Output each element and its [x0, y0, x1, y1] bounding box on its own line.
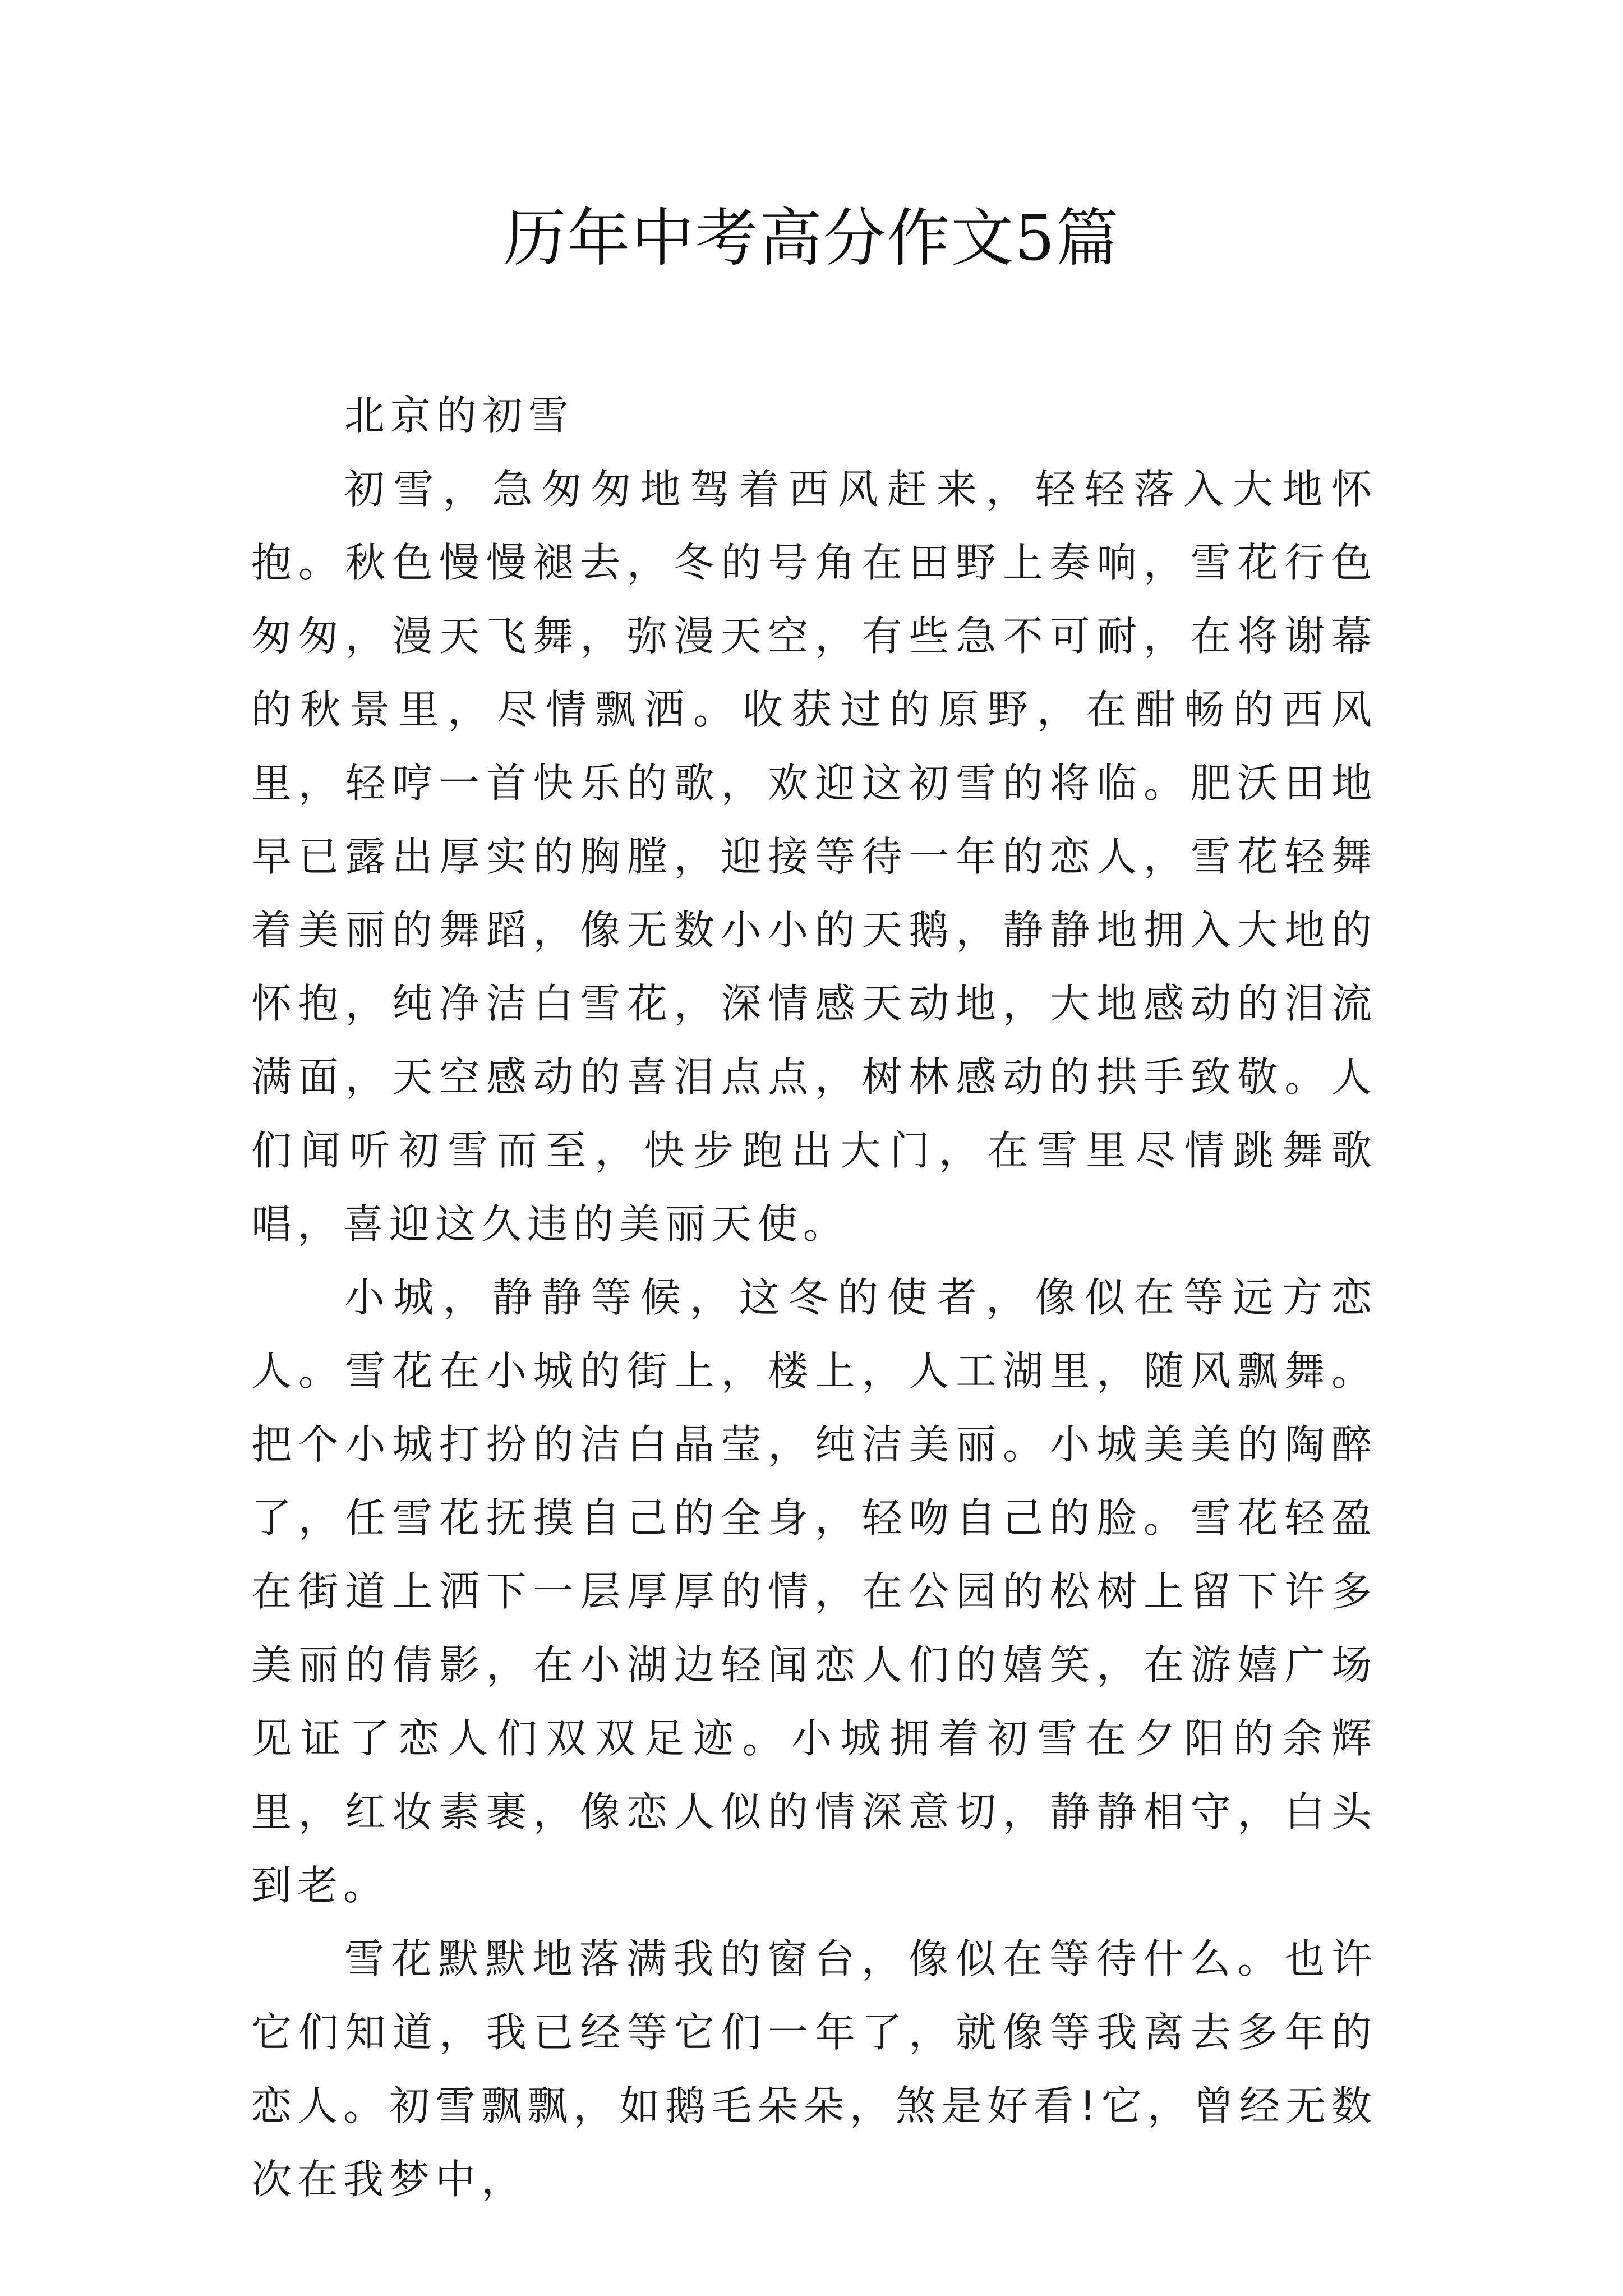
paragraph: 雪花默默地落满我的窗台，像似在等待什么。也许它们知道，我已经等它们一年了，就像等我离去多年的恋人。初雪飘飘，如鹅毛朵朵，煞是好看!它，曾经无数次在我梦中， — [251, 1935, 1377, 2203]
section-heading: 北京的初雪 — [344, 392, 574, 439]
paragraph: 初雪，急匆匆地驾着西风赶来，轻轻落入大地怀抱。秋色慢慢褪去，冬的号角在田野上奏响，雪花行色匆匆，漫天飞舞，弥漫天空，有些急不可耐，在将谢幕的秋景里，尽情飘洒。收获过的原野，在酣畅的西风里，轻哼一首快乐的歌，欢迎这初雪的将临。肥沃田地早已露出厚实的胸膛，迎接等待一年的恋人，雪花轻舞着美丽的舞蹈，像无数小小的天鹅，静静地拥入大地的怀抱，纯净洁白雪花，深情感天动地，大地感动的泪流满面，天空感动的喜泪点点，树林感动的拱手致敬。人们闻听初雪而至，快步跑出大门，在雪里尽情跳舞歌唱，喜迎这久违的美丽天使。 — [251, 466, 1377, 1248]
essay-body — [251, 379, 1377, 2216]
document-title: 历年中考高分作文5篇 — [503, 202, 1120, 275]
paragraph: 小城，静静等候，这冬的使者，像似在等远方恋人。雪花在小城的街上，楼上，人工湖里，随风飘舞。把个小城打扮的洁白晶莹，纯洁美丽。小城美美的陶醉了，任雪花抚摸自己的全身，轻吻自己的脸。雪花轻盈在街道上洒下一层厚厚的情，在公园的松树上留下许多美丽的倩影，在小湖边轻闻恋人们的嬉笑，在游嬉广场见证了恋人们双双足迹。小城拥着初雪在夕阳的余辉里，红妆素裹，像恋人似的情深意切，静静相守，白头到老。 — [251, 1274, 1377, 1909]
